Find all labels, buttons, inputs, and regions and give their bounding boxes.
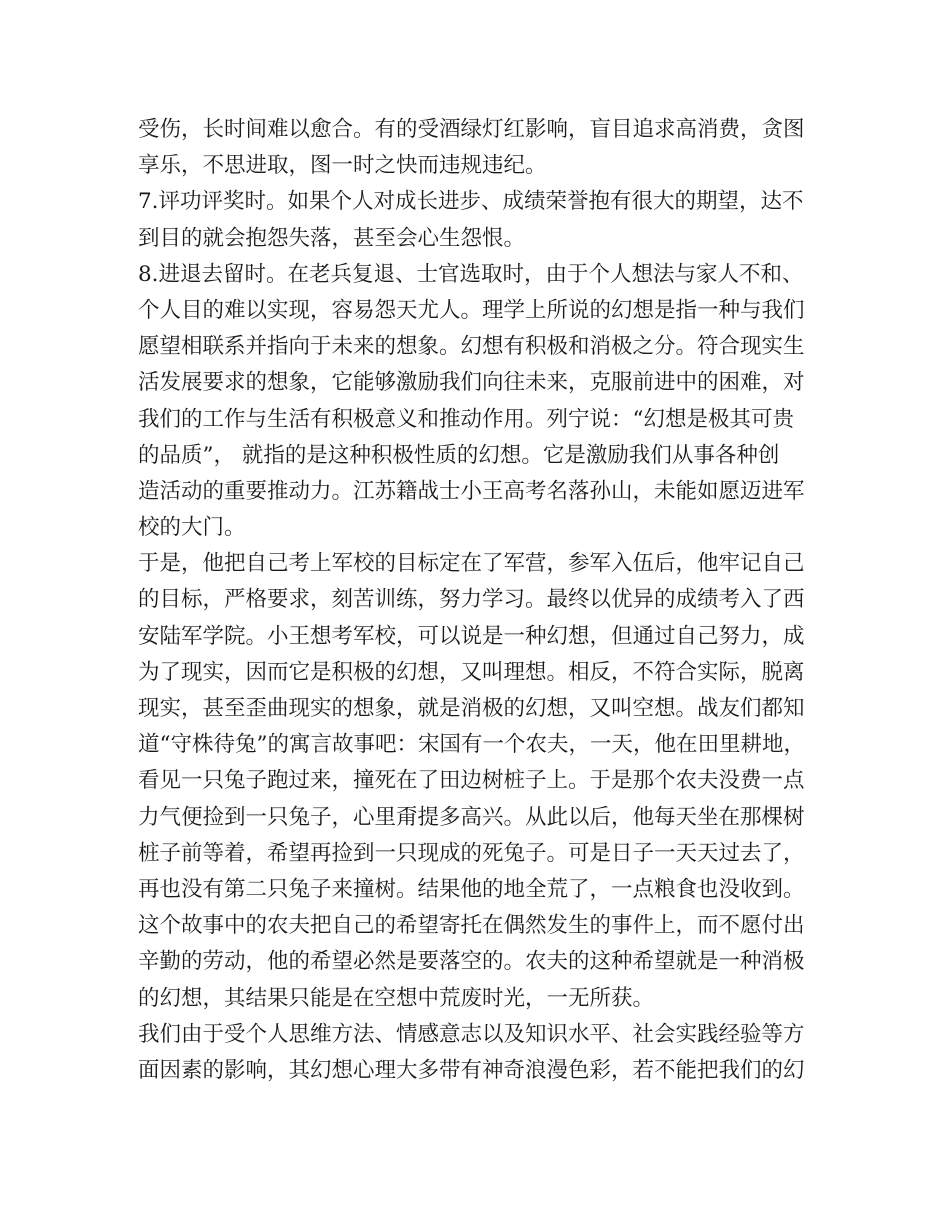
text-line: 桩子前等着，希望再捡到一只现成的死兔子。可是日子一天天过去了， <box>138 840 805 866</box>
text-line: 面因素的影响，其幻想心理大多带有神奇浪漫色彩，若不能把我们的幻 <box>138 1057 805 1083</box>
text-line: 造活动的重要推动力。江苏籍战士小王高考名落孙山，未能如愿迈进军 <box>138 478 805 504</box>
text-line: 安陆军学院。小王想考军校，可以说是一种幻想，但通过自己努力，成 <box>138 623 805 649</box>
text-line: 的目标，严格要求，刻苦训练，努力学习。最终以优异的成绩考入了西 <box>138 587 805 613</box>
body-text <box>138 112 828 1089</box>
text-line: 8.进退去留时。在老兵复退、士官选取时，由于个人想法与家人不和、 <box>138 261 804 287</box>
text-line: 的幻想，其结果只能是在空想中荒废时光，一无所获。 <box>138 985 655 1011</box>
text-line: 的品质”， 就指的是这种积极性质的幻想。它是激励我们从事各种创 <box>138 442 780 468</box>
text-line: 这个故事中的农夫把自己的希望寄托在偶然发生的事件上，而不愿付出 <box>138 913 805 939</box>
text-line: 校的大门。 <box>138 515 246 541</box>
text-line: 于是，他把自己考上军校的目标定在了军营，参军入伍后，他牢记自己 <box>138 551 805 577</box>
text-line: 力气便捡到一只兔子，心里甭提多高兴。从此以后，他每天坐在那棵树 <box>138 804 805 830</box>
text-line: 愿望相联系并指向于未来的想象。幻想有积极和消极之分。符合现实生 <box>138 334 805 360</box>
text-line: 我们由于受个人思维方法、情感意志以及知识水平、社会实践经验等方 <box>138 1021 805 1047</box>
text-line: 受伤，长时间难以愈合。有的受酒绿灯红影响，盲目追求高消费，贪图 <box>138 117 805 142</box>
text-line: 道“守株待兔”的寓言故事吧：宋国有一个农夫，一天，他在田里耕地， <box>138 732 805 758</box>
text-line: 7.评功评奖时。如果个人对成长进步、成绩荣誉抱有很大的期望，达不 <box>138 189 804 215</box>
text-line: 现实，甚至歪曲现实的想象，就是消极的幻想，又叫空想。战友们都知 <box>138 696 805 721</box>
text-line: 个人目的难以实现，容易怨天尤人。理学上所说的幻想是指一种与我们 <box>138 297 805 323</box>
text-line: 到目的就会抱怨失落，甚至会心生怨恨。 <box>138 225 526 251</box>
text-line: 看见一只兔子跑过来，撞死在了田边树桩子上。于是那个农夫没费一点 <box>138 768 805 794</box>
text-line: 再也没有第二只兔子来撞树。结果他的地全荒了，一点粮食也没收到。 <box>138 876 805 902</box>
text-line: 我们的工作与生活有积极意义和推动作用。列宁说：“幻想是极其可贵 <box>138 406 794 432</box>
text-line: 辛勤的劳动，他的希望必然是要落空的。农夫的这种希望就是一种消极 <box>138 949 805 975</box>
text-line: 为了现实，因而它是积极的幻想，又叫理想。相反，不符合实际，脱离 <box>138 659 805 685</box>
text-line: 活发展要求的想象，它能够激励我们向往未来，克服前进中的困难，对 <box>138 370 805 396</box>
text-line: 享乐，不思进取，图一时之快而违规违纪。 <box>138 153 547 179</box>
